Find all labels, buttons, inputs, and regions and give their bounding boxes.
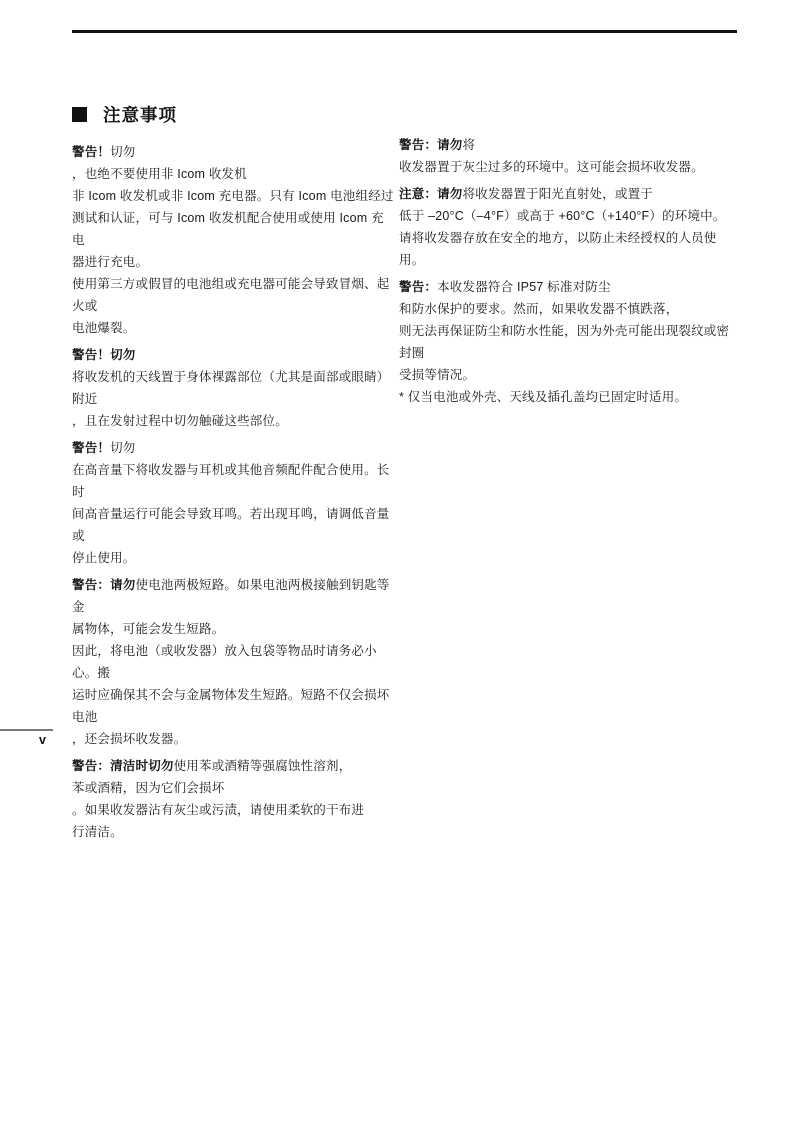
warning-paragraph: 警告：请勿将 收发器置于灰尘过多的环境中。这可能会损坏收发器。 <box>399 138 704 174</box>
top-rule <box>72 30 737 33</box>
section-marker-icon <box>72 107 87 122</box>
warning-label: 警告： <box>399 280 438 294</box>
warning-paragraph: 警告：清洁时切勿使用苯或酒精等强腐蚀性溶剂， 苯或酒精，因为它们会损坏 。如果收发器沾有灰尘或污渍，请使用柔软的干布进 行清洁。 <box>72 759 365 839</box>
warning-label: 警告！切勿 <box>72 348 136 362</box>
page-number: v <box>39 733 46 747</box>
warning-paragraph: 警告：本收发器符合 IP57 标准对防尘 和防水保护的要求。然而，如果收发器不慎跌落， 则无法再保证防尘和防水性能，因为外壳可能出现裂纹或密封圈 受损等情况。 * 仅当电池或外壳、天线及插孔盖均已固定时适用。 <box>399 280 730 404</box>
section-heading-label: 注意事项 <box>103 105 177 125</box>
warning-label: 警告：清洁时切勿 <box>72 759 174 773</box>
warning-label: 警告：请勿 <box>399 138 463 152</box>
warning-label: 警告！ <box>72 441 111 455</box>
warning-paragraph: 警告！切勿 ，也绝不要使用非 Icom 收发机 非 Icom 收发机或非 Icom 充电器。只有 Icom 电池组经过 测试和认证，可与 Icom 收发机配合使用或使用 Icom 充电 器进行充电。 使用第三方或假冒的电池组或充电器可能会导致冒烟、起火或 电池爆裂。 <box>72 145 394 335</box>
warning-paragraph: 警告：请勿使电池两极短路。如果电池两极接触到钥匙等金 属物体，可能会发生短路。 因此，将电池（或收发器）放入包袋等物品时请务必小心。搬 运时应确保其不会与金属物体发生短路。短路不仅会损坏电池 ，还会损坏收发器。 <box>72 578 390 746</box>
warning-label: 警告：请勿 <box>72 578 136 592</box>
warning-label: 警告！ <box>72 145 111 159</box>
warning-paragraph: 警告！切勿 在高音量下将收发器与耳机或其他音频配件配合使用。长时 间高音量运行可能会导致耳鸣。若出现耳鸣，请调低音量或 停止使用。 <box>72 441 390 565</box>
footer-rule <box>0 729 53 731</box>
right-column <box>399 134 739 413</box>
warning-paragraph: 注意：请勿将收发器置于阳光直射处，或置于 低于 –20°C（–4°F）或高于 +60°C（+140°F）的环境中。 请将收发器存放在安全的地方，以防止未经授权的人员使 用。 <box>399 187 726 267</box>
warning-paragraph: 警告！切勿 将收发机的天线置于身体裸露部位（尤其是面部或眼睛）附近 ，且在发射过程中切勿触碰这些部位。 <box>72 348 390 428</box>
left-column <box>72 141 394 848</box>
section-heading <box>72 102 177 127</box>
warning-label: 注意：请勿 <box>399 187 463 201</box>
